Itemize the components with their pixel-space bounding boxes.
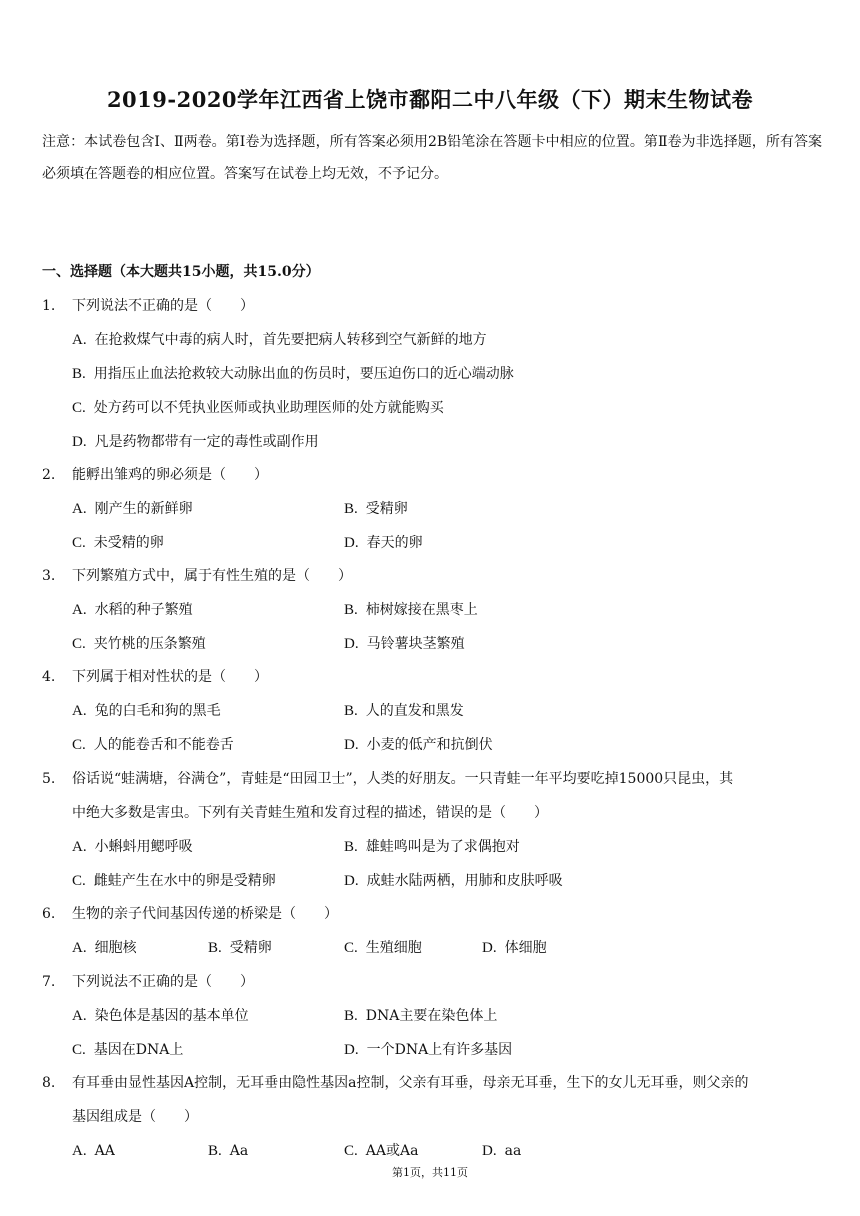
option-d: D. 春天的卵 [344,535,423,551]
option-d: D. 一个DNA上有许多基因 [344,1042,513,1058]
option-a: A. 兔的白毛和狗的黑毛 [72,703,221,719]
option-a: A. 细胞核 [72,940,137,956]
question-4 [42,660,822,762]
question-number: 5. [42,771,56,787]
option-c: C. 处方药可以不凭执业医师或执业助理医师的处方就能购买 [72,400,444,416]
question-5 [42,762,822,898]
option-c: C. 未受精的卵 [72,535,164,551]
option-c: C. 夹竹桃的压条繁殖 [72,636,206,652]
option-c: C. 人的能卷舌和不能卷舌 [72,737,234,753]
option-d: D. 体细胞 [482,940,547,956]
question-stem: 下列属于相对性状的是（ ） [72,669,268,685]
question-stem: 能孵出雏鸡的卵必须是（ ） [72,467,268,483]
question-number: 3. [42,568,56,584]
option-a: A. AA [72,1143,115,1159]
question-number: 6. [42,906,56,922]
question-1 [42,289,822,459]
question-number: 7. [42,974,56,990]
section-heading: 一、选择题（本大题共15小题，共15.0分） [42,264,320,280]
option-d: D. 凡是药物都带有一定的毒性或副作用 [72,434,319,450]
question-2 [42,458,822,560]
option-c: C. AA或Aa [344,1143,419,1159]
question-stem: 生物的亲子代间基因传递的桥梁是（ ） [72,906,338,922]
exam-notice: 注意：本试卷包含Ⅰ、Ⅱ两卷。第Ⅰ卷为选择题，所有答案必须用2B铅笔涂在答题卡中相应的位置。第Ⅱ卷为非选择题，所有答案必须填在答题卷的相应位置。答案写在试卷上均无效，不予记分。 [42,134,822,182]
question-stem: 有耳垂由显性基因A控制，无耳垂由隐性基因a控制，父亲有耳垂，母亲无耳垂，生下的女儿无耳垂，则父亲的 [72,1075,749,1091]
option-b: B. 柿树嫁接在黑枣上 [344,602,478,618]
question-number: 1. [42,298,56,314]
option-d: D. 马铃薯块茎繁殖 [344,636,465,652]
option-a: A. 染色体是基因的基本单位 [72,1008,249,1024]
option-c: C. 基因在DNA上 [72,1042,184,1058]
page-title: 2019-2020学年江西省上饶市鄱阳二中八年级（下）期末生物试卷 [106,87,754,112]
question-3 [42,559,822,661]
option-a: A. 刚产生的新鲜卵 [72,501,193,517]
question-7 [42,965,822,1067]
page-footer: 第1页，共11页 [392,1166,468,1179]
question-stem-continued: 中绝大多数是害虫。下列有关青蛙生殖和发育过程的描述，错误的是（ ） [72,805,548,821]
option-a: A. 小蝌蚪用鳃呼吸 [72,839,193,855]
option-b: B. 受精卵 [208,940,272,956]
question-number: 2. [42,467,56,483]
question-8 [42,1066,822,1168]
option-b: B. 用指压止血法抢救较大动脉出血的伤员时，要压迫伤口的近心端动脉 [72,366,514,382]
option-a: A. 在抢救煤气中毒的病人时，首先要把病人转移到空气新鲜的地方 [72,332,487,348]
option-d: D. aa [482,1143,522,1159]
option-b: B. 雄蛙鸣叫是为了求偶抱对 [344,839,520,855]
option-c: C. 雌蛙产生在水中的卵是受精卵 [72,873,276,889]
option-a: A. 水稻的种子繁殖 [72,602,193,618]
option-b: B. 受精卵 [344,501,408,517]
question-stem: 下列说法不正确的是（ ） [72,974,254,990]
question-stem: 俗话说“蛙满塘，谷满仓”，青蛙是“田园卫士”，人类的好朋友。一只青蛙一年平均要吃掉15000只昆虫，其 [72,771,734,787]
option-b: B. Aa [208,1143,249,1159]
option-d: D. 成蛙水陆两栖，用肺和皮肤呼吸 [344,873,563,889]
option-b: B. 人的直发和黑发 [344,703,464,719]
question-6 [42,897,822,965]
question-stem-continued: 基因组成是（ ） [72,1109,198,1125]
option-c: C. 生殖细胞 [344,940,422,956]
question-number: 4. [42,669,56,685]
option-d: D. 小麦的低产和抗倒伏 [344,737,493,753]
question-number: 8. [42,1075,56,1091]
option-b: B. DNA主要在染色体上 [344,1008,498,1024]
question-stem: 下列繁殖方式中，属于有性生殖的是（ ） [72,568,352,584]
question-stem: 下列说法不正确的是（ ） [72,298,254,314]
